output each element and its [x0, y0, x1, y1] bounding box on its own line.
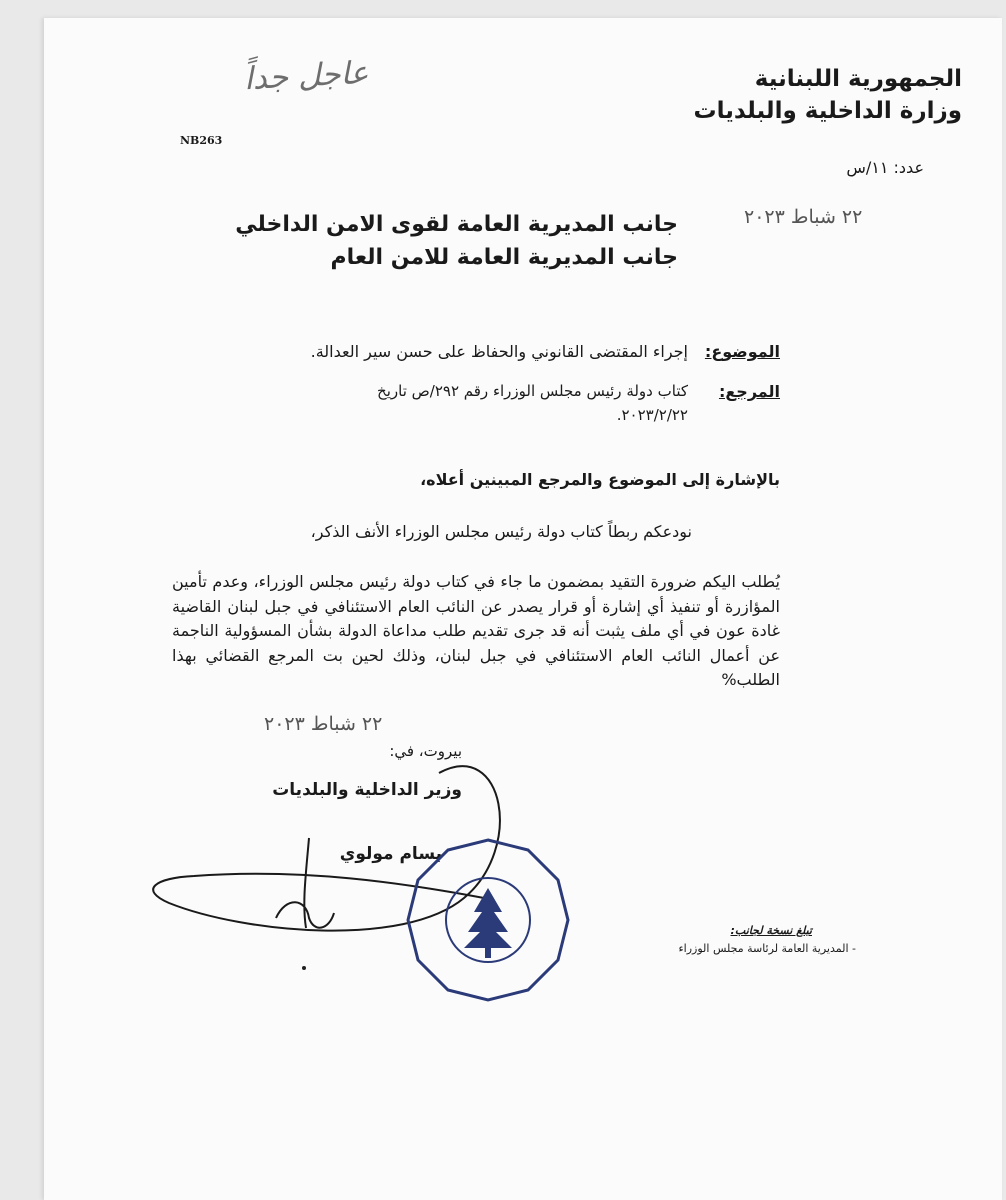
enclosure-paragraph: نودعكم ربطاً كتاب دولة رئيس مجلس الوزراء الأنف الذكر،	[310, 522, 692, 541]
place-date-line: بيروت، في:	[389, 742, 462, 760]
handwritten-date-bottom: ٢٢ شباط ٢٠٢٣	[264, 713, 383, 735]
reference-code: NB263	[180, 134, 223, 147]
recipient-isf: جانب المديرية العامة لقوى الامن الداخلي	[235, 212, 678, 237]
subject-label: الموضوع:	[704, 342, 780, 361]
reference-label: المرجع:	[718, 382, 780, 401]
urgent-note: عاجل جداً	[243, 54, 370, 98]
reference-text-line2: ٢٠٢٣/٢/٢٢.	[616, 406, 688, 424]
document-number: عدد: ١١/س	[846, 158, 924, 177]
handwritten-date-top: ٢٢ شباط ٢٠٢٣	[744, 206, 863, 228]
minister-title: وزير الداخلية والبلديات	[272, 780, 462, 800]
stamp-text	[432, 846, 544, 847]
copies-item: - المديرية العامة لرئاسة مجلس الوزراء	[678, 942, 856, 955]
ink-dot	[302, 966, 306, 970]
instruction-paragraph: يُطلب اليكم ضرورة التقيد بمضمون ما جاء في كتاب دولة رئيس مجلس الوزراء، وعدم تأمين المؤازرة أو تنفيذ أي إشارة أو قرار يصدر عن النائب العام الاستئنافي في جبل لبنان القاضية غادة عون في أي ملف يثبت أنه قد جرى تقديم طلب مداعاة الدولة بشأن المسؤولية الناجمة عن أعمال النائب العام الاستئنافي في جبل لبنان، وذلك لحين بت المرجع القضائي بهذا الطلب%	[172, 572, 780, 689]
copies-label: تبلغ نسخة لجانب:	[730, 924, 812, 937]
subject-text: إجراء المقتضى القانوني والحفاظ على حسن سير العدالة.	[310, 342, 688, 361]
intro-paragraph: بالإشارة إلى الموضوع والمرجع المبينين أعلاه،	[420, 470, 780, 489]
recipient-general-security: جانب المديرية العامة للامن العام	[330, 245, 678, 270]
ministry-stamp	[404, 836, 572, 1004]
republic-heading: الجمهورية اللبنانية	[754, 66, 962, 92]
signature-scribble	[44, 18, 1002, 1200]
ministry-heading: وزارة الداخلية والبلديات	[693, 98, 962, 124]
minister-name: بسام مولوي	[339, 844, 442, 864]
document-page	[44, 18, 1002, 1200]
reference-text-line1: كتاب دولة رئيس مجلس الوزراء رقم ٢٩٢/ص تاريخ	[377, 382, 688, 400]
